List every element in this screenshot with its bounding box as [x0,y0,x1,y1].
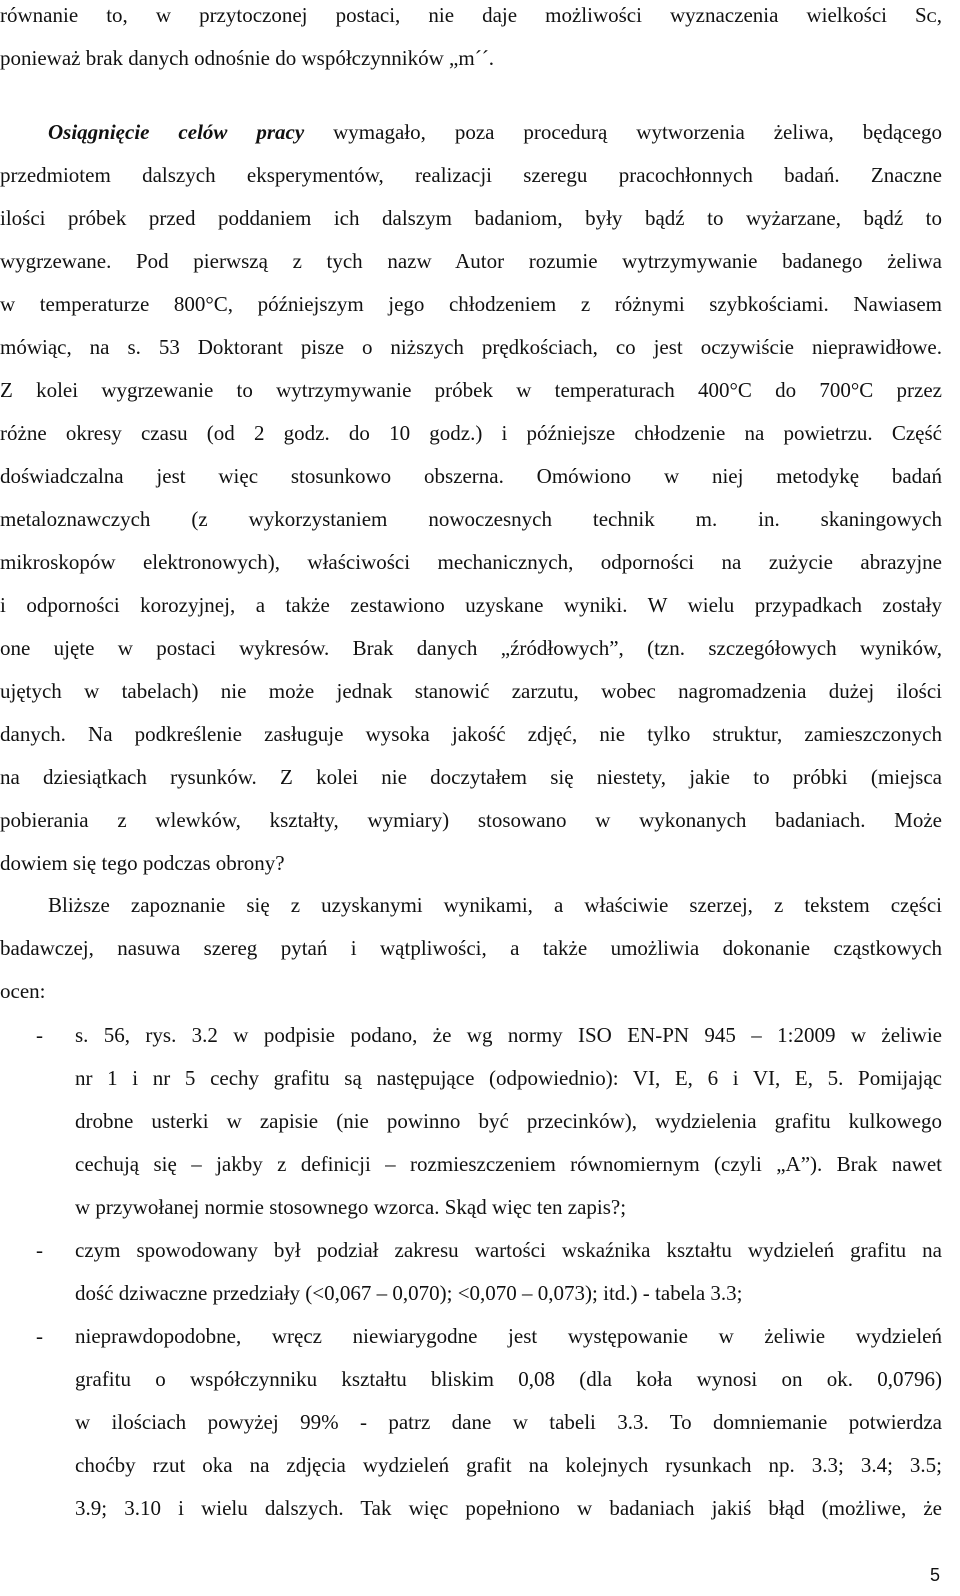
list-item-line: s. 56, rys. 3.2 w podpisie podano, że wg normy ISO EN-PN 945 – 1:2009 w żeliwie [75,1023,942,1047]
list-item-line: nieprawdopodobne, wręcz niewiarygodne jest występowanie w żeliwie wydzieleń [75,1324,942,1348]
text-line: mikroskopów elektronowych), właściwości mechanicznych, odporności na zużycie abrazyjne [0,550,942,574]
list-item-line: dość dziwaczne przedziały (<0,067 – 0,070); <0,070 – 0,073); itd.) - tabela 3.3; [75,1281,743,1305]
text-line: doświadczalna jest więc stosunkowo obszerna. Omówiono w niej metodykę badań [0,464,942,488]
text-line: pobierania z wlewków, kształty, wymiary) stosowano w wykonanych badaniach. Może [0,808,942,832]
text-line: danych. Na podkreślenie zasługuje wysoka jakość zdjęć, nie tylko struktur, zamieszczonych [0,722,942,746]
text-line: ujętych w tabelach) nie może jednak stanowić zarzutu, wobec nagromadzenia dużej ilości [0,679,942,703]
list-item-line: drobne usterki w zapisie (nie powinno być przecinków), wydzielenia grafitu kulkowego [75,1109,942,1133]
text-line: w temperaturze 800°C, późniejszym jego chłodzeniem z różnymi szybkościami. Nawiasem [0,292,942,316]
list-bullet: - [36,1238,43,1262]
list-item-line: 3.9; 3.10 i wielu dalszych. Tak więc popełniono w badaniach jakiś błąd (możliwe, że [75,1496,942,1520]
text-line: one ujęte w postaci wykresów. Brak danych „źródłowych”, (tzn. szczegółowych wyników, [0,636,942,660]
list-item-line: w ilościach powyżej 99% - patrz dane w tabeli 3.3. To domniemanie potwierdza [75,1410,942,1434]
text-line: ilości próbek przed poddaniem ich dalszym badaniom, były bądź to wyżarzane, bądź to [0,206,942,230]
list-bullet: - [36,1023,43,1047]
text-line: przedmiotem dalszych eksperymentów, realizacji szeregu pracochłonnych badań. Znaczne [0,163,942,187]
list-item-line: nr 1 i nr 5 cechy grafitu są następujące (odpowiednio): VI, E, 6 i VI, E, 5. Pomijając [75,1066,942,1090]
text-line: metaloznawczych (z wykorzystaniem nowoczesnych technik m. in. skaningowych [0,507,942,531]
text-line: na dziesiątkach rysunków. Z kolei nie doczytałem się niestety, jakie to próbki (miejsca [0,765,942,789]
text-line: wygrzewane. Pod pierwszą z tych nazw Autor rozumie wytrzymywanie badanego żeliwa [0,249,942,273]
paragraph-first-line: Osiągnięcie celów pracy wymagało, poza procedurą wytworzenia żeliwa, będącego [48,120,942,144]
paragraph-first-line: Bliższe zapoznanie się z uzyskanymi wynikami, a właściwie szerzej, z tekstem części [48,893,942,917]
text-line: ocen: [0,979,46,1003]
page-number: 5 [929,1565,940,1585]
list-bullet: - [36,1324,43,1348]
text-line: badawczej, nasuwa szereg pytań i wątpliwości, a także umożliwia dokonanie cząstkowych [0,936,942,960]
text-line: równanie to, w przytoczonej postaci, nie daje możliwości wyznaczenia wielkości Sᴄ, [0,3,942,27]
list-item-line: choćby rzut oka na zdjęcia wydzieleń grafit na kolejnych rysunkach np. 3.3; 3.4; 3.5; [75,1453,942,1477]
text-line: mówiąc, na s. 53 Doktorant pisze o niższych prędkościach, co jest oczywiście nieprawidłowe. [0,335,942,359]
text-line: i odporności korozyjnej, a także zestawiono uzyskane wyniki. W wielu przypadkach zostały [0,593,942,617]
text-line: różne okresy czasu (od 2 godz. do 10 godz.) i późniejsze chłodzenie na powietrzu. Część [0,421,942,445]
list-item-line: czym spowodowany był podział zakresu wartości wskaźnika kształtu wydzieleń grafitu na [75,1238,942,1262]
list-item-line: w przywołanej normie stosownego wzorca. Skąd więc ten zapis?; [75,1195,627,1219]
list-item-line: grafitu o współczynniku kształtu bliskim 0,08 (dla koła wynosi on ok. 0,0796) [75,1367,942,1391]
emphasis-text: Osiągnięcie celów pracy [48,120,305,144]
text-line: ponieważ brak danych odnośnie do współczynników „m´´. [0,46,494,70]
list-item-line: cechują się – jakby z definicji – rozmieszczeniem równomiernym (czyli „A”). Brak nawet [75,1152,942,1176]
text-line: Z kolei wygrzewanie to wytrzymywanie próbek w temperaturach 400°C do 700°C przez [0,378,942,402]
text-line: dowiem się tego podczas obrony? [0,851,285,875]
